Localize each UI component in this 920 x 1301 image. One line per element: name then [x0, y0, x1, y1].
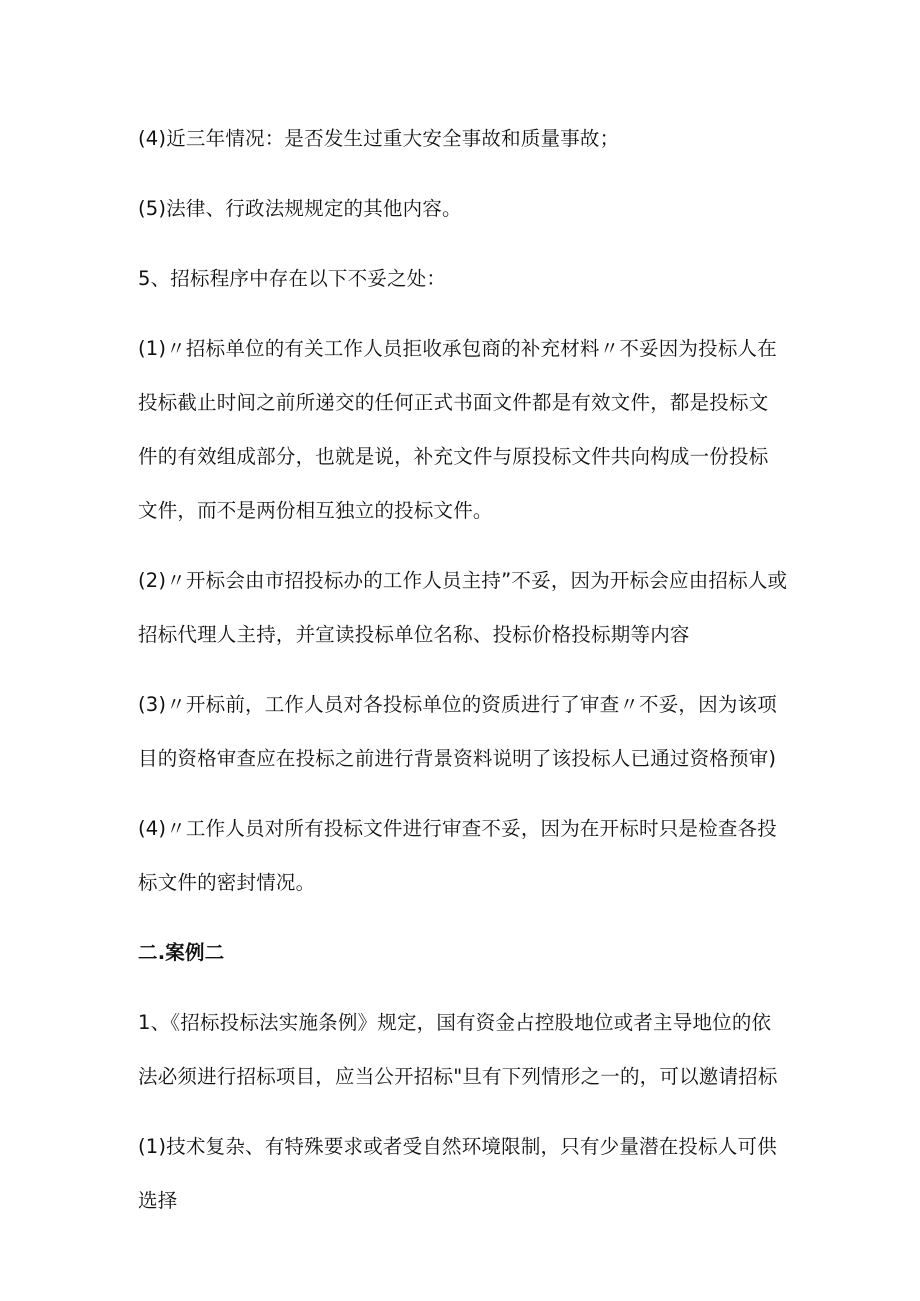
paragraph-improper-4-document-review: (4)〃工作人员对所有投标文件进行审查不妥，因为在开标时只是检查各投标文件的密封情况。 — [138, 817, 777, 894]
paragraph-section-5-improper-procedures: 5、招标程序中存在以下不妥之处： — [138, 267, 447, 290]
section-heading-case-two: 二.案例二 — [138, 941, 225, 964]
paragraph-item-5-other-content: (5)法律、行政法规规定的其他内容。 — [138, 197, 462, 220]
paragraph-regulation-invited-bidding: 1、《招标投标法实施条例》规定，国有资金占控股地位或者主导地位的依法必须进行招标项目，应当公开招标"旦有下列情形之一的，可以邀请招标 — [138, 1011, 778, 1088]
paragraph-item-4-recent-three-years: (4)近三年情况：是否发生过重大安全事故和质量事故； — [138, 127, 620, 150]
paragraph-improper-3-qualification-review: (3)〃开标前，工作人员对各投标单位的资质进行了审查〃不妥，因为该项目的资格审查应在投标之前进行背景资料说明了该投标人已通过资格预审) — [138, 693, 777, 770]
paragraph-improper-1-supplementary-materials: (1)〃招标单位的有关工作人员拒收承包商的补充材料〃不妥因为投标人在投标截止时间之前所递交的任何正式书面文件都是有效文件，都是投标文件的有效组成部分，也就是说，补充文件与原投标文件共向构成一份投标文件，而不是两份相互独立的投标文件。 — [138, 337, 777, 522]
document-body — [138, 112, 788, 1244]
paragraph-improper-2-bid-opening-host: (2)〃开标会由市招投标办的工作人员主持”不妥，因为开标会应由招标人或招标代理人主持，并宣读投标单位名称、投标价格投标期等内容 — [138, 569, 788, 646]
paragraph-condition-1-limited-bidders: (1)技术复杂、有特殊要求或者受自然环境限制，只有少量潜在投标人可供选择 — [138, 1135, 777, 1212]
